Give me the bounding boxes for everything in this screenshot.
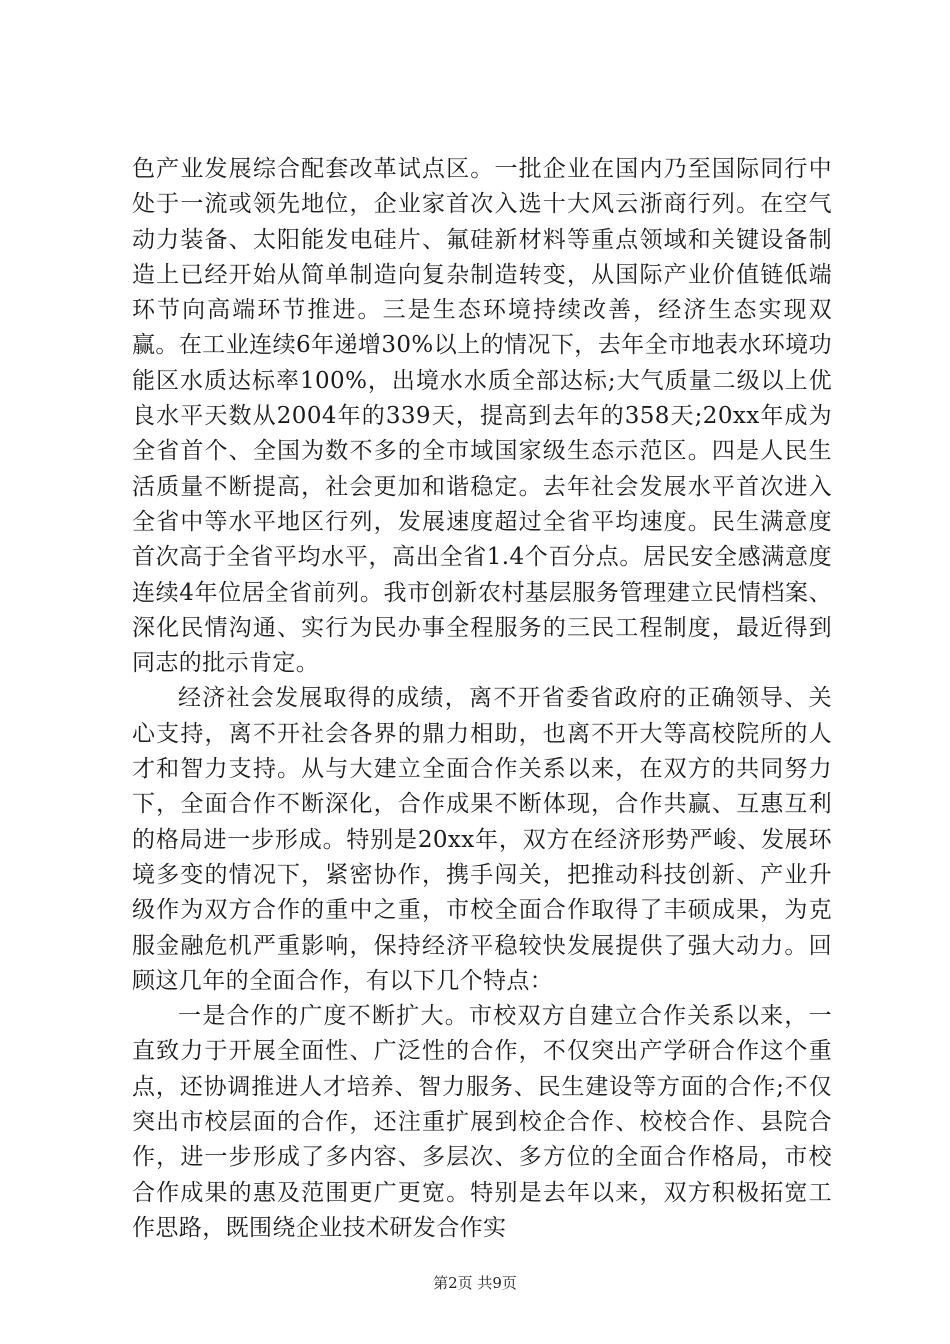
paragraph-3: 一是合作的广度不断扩大。市校双方自建立合作关系以来，一直致力于开展全面性、广泛性的合作，不仅突出产学研合作这个重点，还协调推进人才培养、智力服务、民生建设等方面的合作;不仅突出市校层面的合作，还注重扩展到校企合作、校校合作、县院合作，进一步形成了多内容、多层次、多方位的全面合作格局，市校合作成果的惠及范围更广更宽。特别是去年以来，双方积极拓宽工作思路，既围绕企业技术研发合作实 <box>132 1003 832 1241</box>
page-footer: 第2页 共9页 <box>433 1274 517 1292</box>
document-body <box>132 152 832 1246</box>
paragraph-1: 色产业发展综合配套改革试点区。一批企业在国内乃至国际同行中处于一流或领先地位，企业家首次入选十大风云浙商行列。在空气动力装备、太阳能发电硅片、氟硅新材料等重点领域和关键设备制造上已经开始从简单制造向复杂制造转变，从国际产业价值链低端环节向高端环节推进。三是生态环境持续改善，经济生态实现双赢。在工业连续6年递增30%以上的情况下，去年全市地表水环境功能区水质达标率100%，出境水水质全部达标;大气质量二级以上优良水平天数从2004年的339天，提高到去年的358天;20xx年成为全省首个、全国为数不多的全市域国家级生态示范区。四是人民生活质量不断提高，社会更加和谐稳定。去年社会发展水平首次进入全省中等水平地区行列，发展速度超过全省平均速度。民生满意度首次高于全省平均水平，高出全省1.4个百分点。居民安全感满意度连续4年位居全省前列。我市创新农村基层服务管理建立民情档案、深化民情沟通、实行为民办事全程服务的三民工程制度，最近得到同志的批示肯定。 <box>132 156 832 677</box>
paragraph-2: 经济社会发展取得的成绩，离不开省委省政府的正确领导、关心支持，离不开社会各界的鼎力相助，也离不开大等高校院所的人才和智力支持。从与大建立全面合作关系以来，在双方的共同努力下，全面合作不断深化，合作成果不断体现，合作共赢、互惠互利的格局进一步形成。特别是20xx年，双方在经济形势严峻、发展环境多变的情况下，紧密协作，携手闯关，把推动科技创新、产业升级作为双方合作的重中之重，市校全面合作取得了丰硕成果，为克服金融危机严重影响，保持经济平稳较快发展提供了强大动力。回顾这几年的全面合作，有以下几个特点： <box>132 685 832 994</box>
